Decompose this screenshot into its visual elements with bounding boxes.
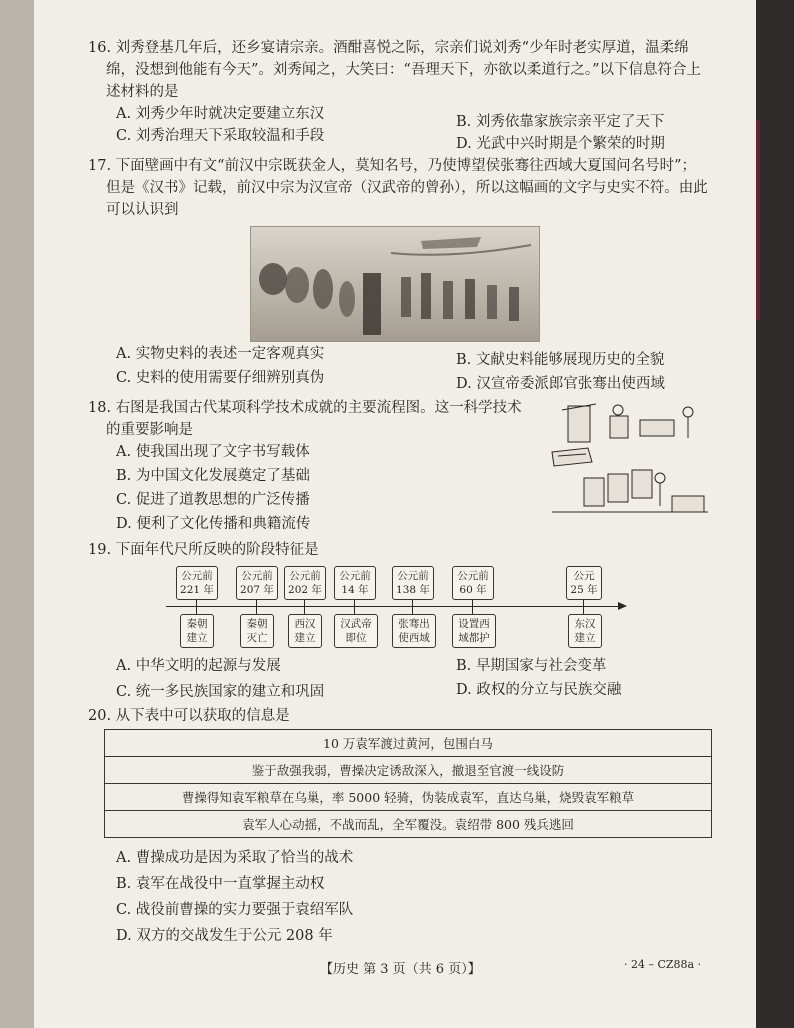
table-row [105,811,712,838]
page-footer-label: 【历史 第 3 页（共 6 页）】 [320,962,481,977]
papermaking-process-diagram [548,400,714,526]
q17-option-d: D. 汉宣帝委派郎官张骞出使西域 [456,376,665,392]
timeline-event: 张骞出 使西域 [392,614,436,648]
table-cell: 10 万袁军渡过黄河，包围白马 [105,730,712,757]
q19-option-c: C. 统一多民族国家的建立和巩固 [116,684,325,700]
timeline-date: 公元前 138 年 [392,566,434,600]
q20-option-c: C. 战役前曹操的实力要强于袁绍军队 [116,902,354,918]
q16-option-d: D. 光武中兴时期是个繁荣的时期 [456,136,665,152]
q19-option-a: A. 中华文明的起源与发展 [116,658,281,674]
timeline-date: 公元前 221 年 [176,566,218,600]
q16-option-a: A. 刘秀少年时就决定要建立东汉 [116,106,325,122]
q17-option-b: B. 文献史料能够展现历史的全貌 [456,352,665,368]
q20-option-a: A. 曹操成功是因为采取了恰当的战术 [116,850,354,866]
q20-stem: 20. 从下表中可以获取的信息是 [88,708,290,724]
q17-stem-line1: 17. 下面壁画中有文“前汉中宗既获金人，莫知名号，乃使博望侯张骞往西域大夏国问名号时”； [88,158,696,174]
q18-option-b: B. 为中国文化发展奠定了基础 [116,468,310,484]
q16-stem-line3: 述材料的是 [106,84,179,100]
q16-option-c: C. 刘秀治理天下采取较温和手段 [116,128,325,144]
q20-option-b: B. 袁军在战役中一直掌握主动权 [116,876,325,892]
timeline-event: 西汉 建立 [288,614,322,648]
table-row [105,757,712,784]
timeline-event: 汉武帝 即位 [334,614,378,648]
q18-option-a: A. 使我国出现了文字书写载体 [116,444,310,460]
timeline-event: 秦朝 灭亡 [240,614,274,648]
q18-stem-line2: 的重要影响是 [106,422,193,438]
q16-option-b: B. 刘秀依靠家族宗亲平定了天下 [456,114,665,130]
timeline-date: 公元前 202 年 [284,566,326,600]
q17-option-c: C. 史料的使用需要仔细辨别真伪 [116,370,325,386]
q18-option-d: D. 便利了文化传播和典籍流传 [116,516,311,532]
timeline-axis [166,606,622,607]
table-cell: 曹操得知袁军粮草在乌巢，率 5000 轻骑，伪装成袁军，直达乌巢，烧毁袁军粮草 [105,784,712,811]
mural-illustration [251,227,539,341]
table-cell: 袁军人心动摇，不战而乱，全军覆没。袁绍带 800 残兵逃回 [105,811,712,838]
q17-stem-line3: 可以认识到 [106,202,179,218]
mural-image [250,226,540,342]
timeline-arrow [618,602,627,610]
q18-option-c: C. 促进了道教思想的广泛传播 [116,492,310,508]
photo-background-left [0,0,34,1028]
exam-code: · 24 – CZ88a · [624,958,702,971]
table-row [105,784,712,811]
guandu-battle-table [104,729,712,838]
timeline-event: 秦朝 建立 [180,614,214,648]
q19-option-d: D. 政权的分立与民族交融 [456,682,622,698]
timeline-event: 设置西 域都护 [452,614,496,648]
q17-option-a: A. 实物史料的表述一定客观真实 [116,346,325,362]
q16-stem-line1: 16. 刘秀登基几年后，还乡宴请宗亲。酒酣喜悦之际，宗亲们说刘秀“少年时老实厚道，温柔绵 [88,40,689,56]
table-row [105,730,712,757]
q16-stem-line2: 绵，没想到他能有今天”。刘秀闻之，大笑曰：“吾理天下，亦欲以柔道行之。”以下信息符合上 [106,62,701,78]
table-cell: 鉴于敌强我弱，曹操决定诱敌深入，撤退至官渡一线设防 [105,757,712,784]
timeline-date: 公元前 14 年 [334,566,376,600]
timeline-date: 公元前 207 年 [236,566,278,600]
timeline-date: 公元 25 年 [566,566,602,600]
q19-stem: 19. 下面年代尺所反映的阶段特征是 [88,542,319,558]
timeline-event: 东汉 建立 [568,614,602,648]
q17-stem-line2: 但是《汉书》记载，前汉中宗为汉宣帝（汉武帝的曾孙），所以这幅画的文字与史实不符。由此 [106,180,708,196]
q20-option-d: D. 双方的交战发生于公元 208 年 [116,928,333,944]
q19-option-b: B. 早期国家与社会变革 [456,658,607,674]
q18-stem-line1: 18. 右图是我国古代某项科学技术成就的主要流程图。这一科学技术 [88,400,522,416]
timeline-date: 公元前 60 年 [452,566,494,600]
